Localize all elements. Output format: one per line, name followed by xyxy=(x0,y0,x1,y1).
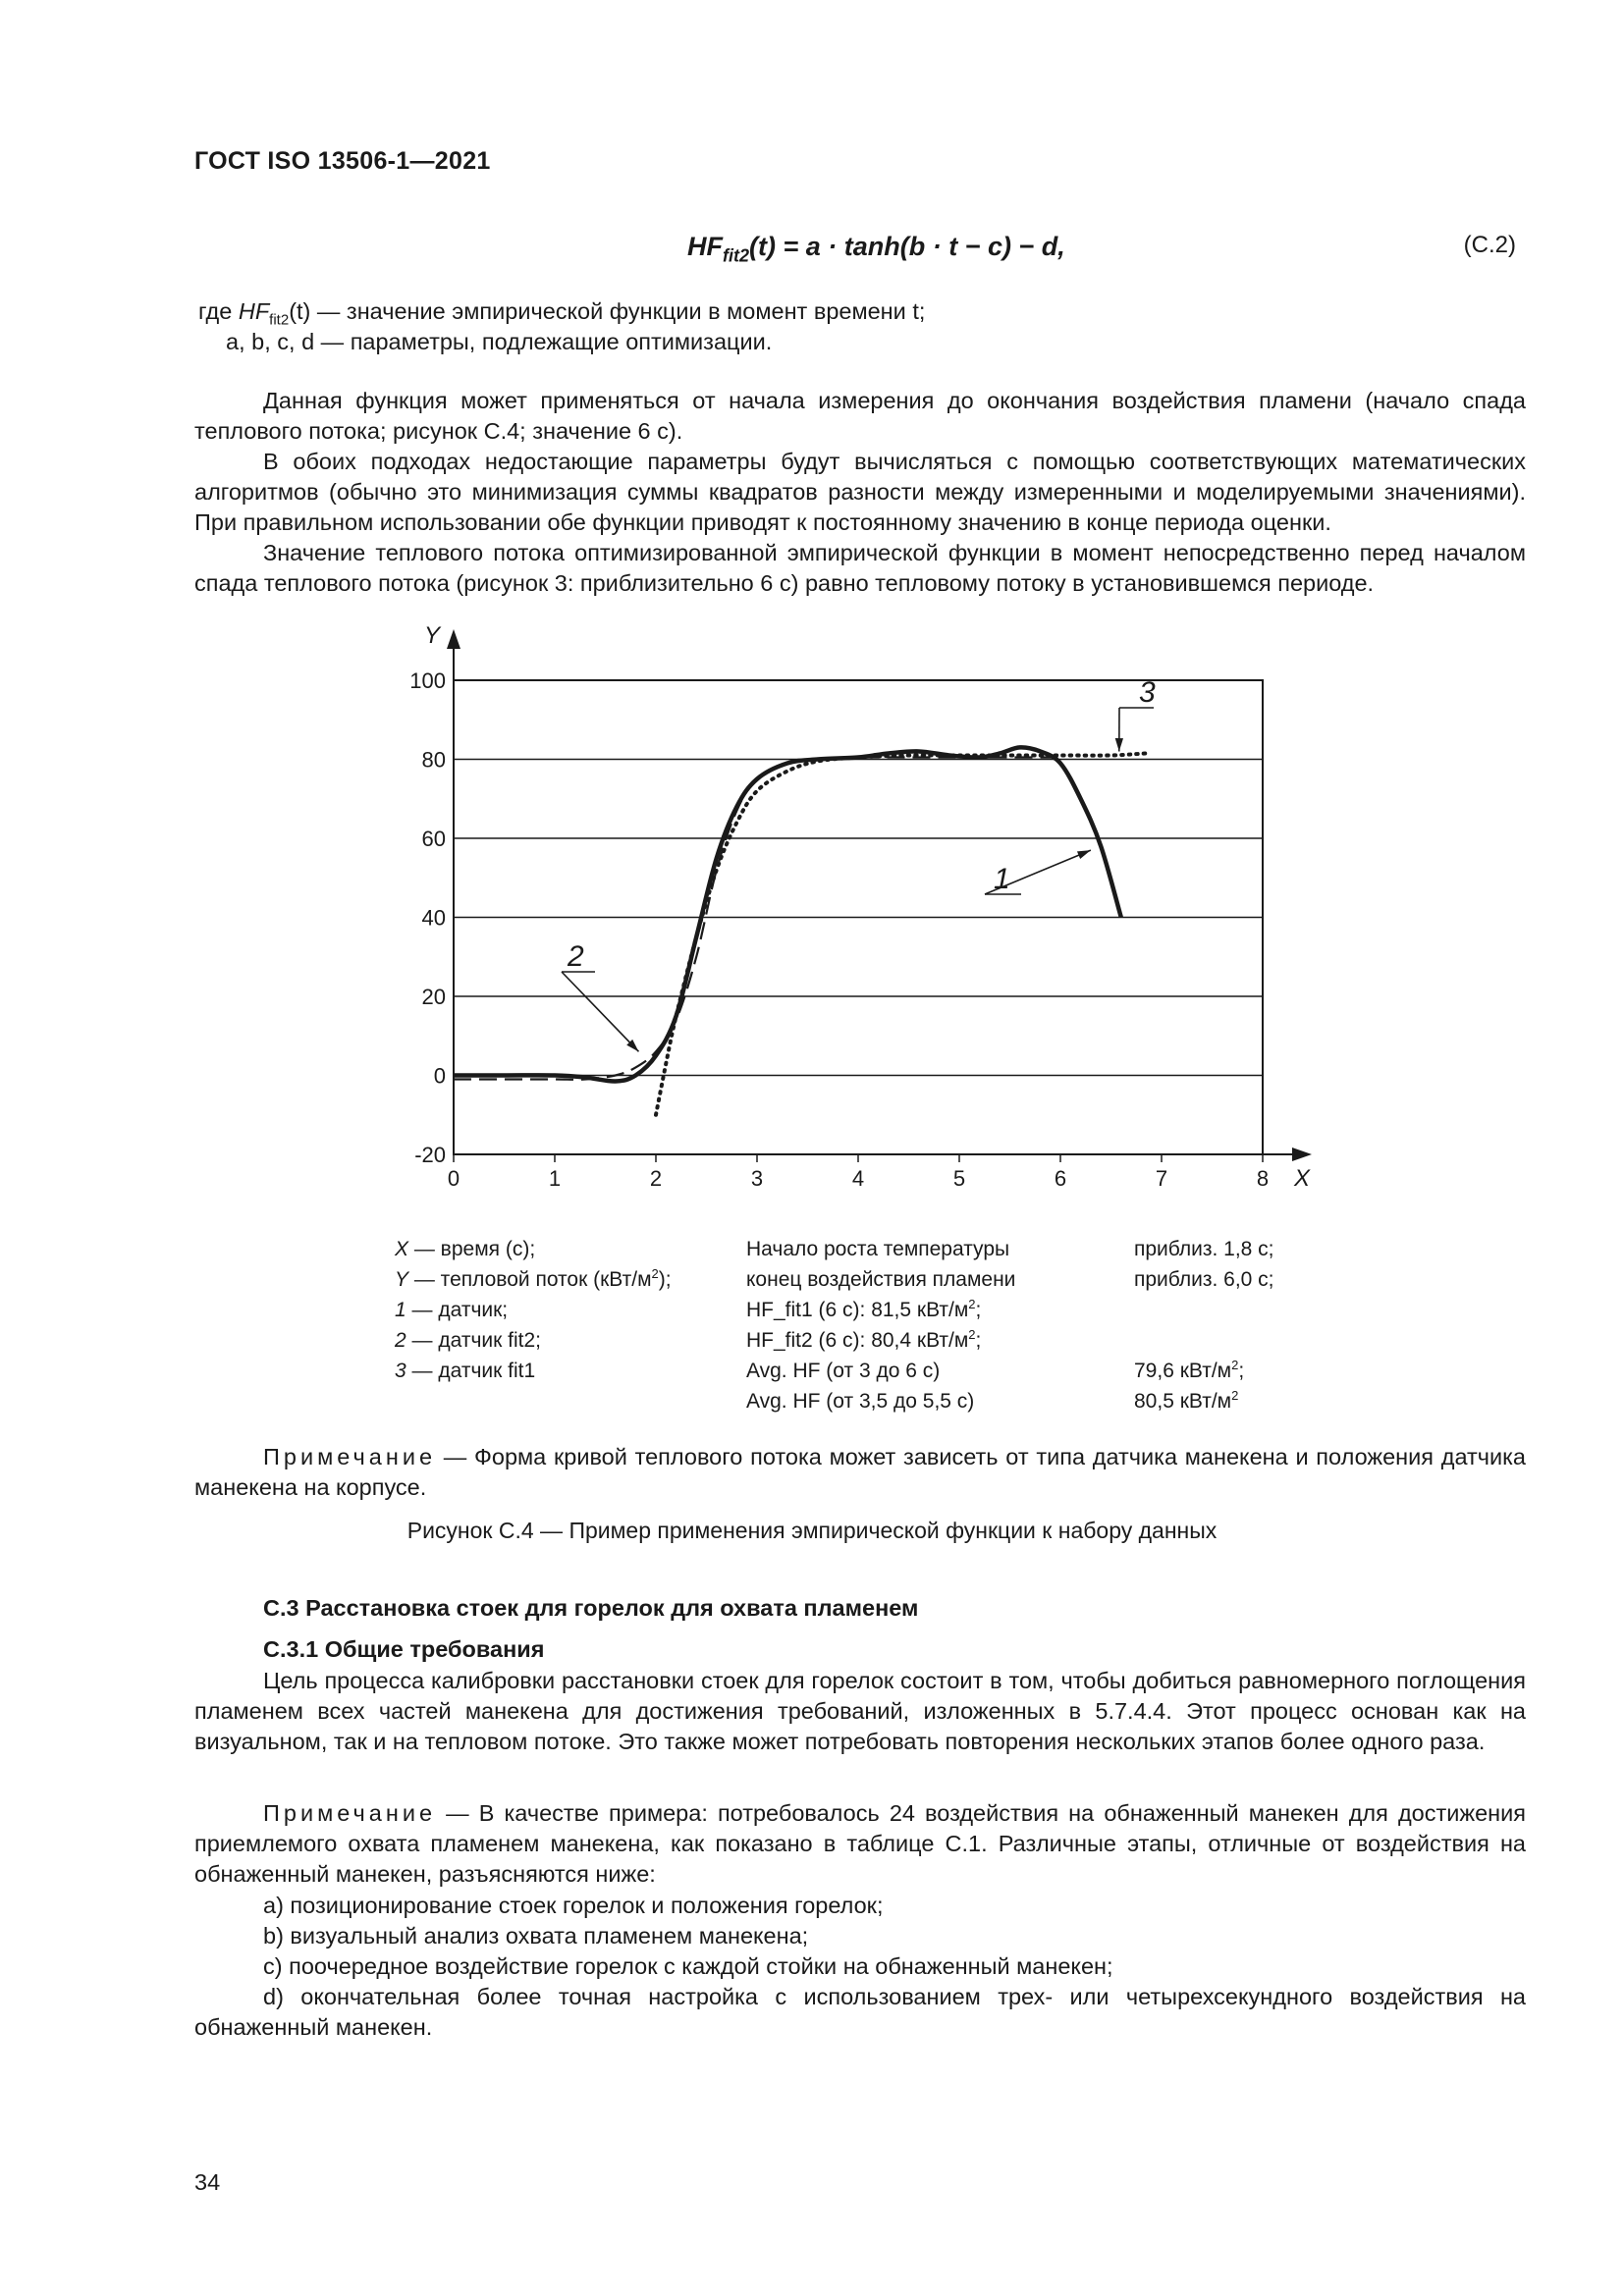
legend-entry: конец воздействия пламени xyxy=(746,1268,1016,1291)
x-axis-arrow-icon xyxy=(1292,1148,1312,1161)
y-tick-label: 40 xyxy=(421,905,446,931)
section-heading-c3: С.3 Расстановка стоек для горелок для охвата пламенем xyxy=(263,1595,919,1621)
x-tick-label: 8 xyxy=(1256,1166,1270,1191)
legend-entry: 80,5 кВт/$м^2$ xyxy=(1134,1388,1239,1413)
legend-key: 3 xyxy=(395,1360,406,1382)
y-tick-label: -20 xyxy=(414,1143,446,1167)
where-line-1: где $HF_{fit2}(t)$ — значение эмпирической функции в момент времени t; xyxy=(198,298,926,329)
x-tick-label: 6 xyxy=(1054,1166,1067,1191)
where-line-2: a, b, c, d — параметры, подлежащие оптимизации. xyxy=(226,329,773,354)
legend-col-1 xyxy=(395,1234,689,1386)
figure-caption: Рисунок С.4 — Пример применения эмпирической функции к набору данных xyxy=(406,1518,1218,1543)
legend-entry: Avg. HF (от 3 до 6 с) xyxy=(746,1360,941,1382)
legend-key: 1 xyxy=(395,1299,406,1321)
section-heading-c31: С.3.1 Общие требования xyxy=(263,1636,545,1662)
note-2-text: — В качестве примера: потребовалось 24 воздействия на обнаженный манекен для достижения приемлемого охвата пламенем манекена, как показано в таблице С.1. Различные этапы, отличные от воздействия на обнаженный манекен, разъясняются ниже: xyxy=(194,1800,1526,1887)
legend-entry: HF_fit2 (6 с): 80,4 кВт/$м^2$; xyxy=(746,1327,982,1352)
note-2 xyxy=(194,1798,1526,1890)
paragraph-2: В обоих подходах недостающие параметры будут вычисляться с помощью соответствующих математических алгоритмов (обычно это минимизация суммы квадратов разности между измеренными и моделируемыми значениями). При правильном использовании обе функции приводят к постоянному значению в конце периода оценки. xyxy=(194,449,1526,535)
formula-lhs-sub: fit2 xyxy=(723,245,749,266)
legend-col-3 xyxy=(1134,1234,1360,1416)
formula-lhs: HF xyxy=(687,232,723,261)
document-header: ГОСТ ISO 13506-1—2021 xyxy=(194,147,491,175)
y-tick-label: 60 xyxy=(421,827,446,851)
paragraph-3: Значение теплового потока оптимизированной эмпирической функции в момент непосредственно перед началом спада теплового потока (рисунок 3: приблизительно 6 с) равно тепловому потоку в установившемся периоде. xyxy=(194,540,1526,596)
list-item: d) окончательная более точная настройка с использованием трех- или четырехсекундного воздействия на обнаженный манекен. xyxy=(194,1984,1526,2040)
y-axis-label: Y xyxy=(424,622,441,649)
page-number: 34 xyxy=(194,2169,221,2195)
x-tick-label: 2 xyxy=(649,1166,663,1191)
formula-rhs: (t) = a · tanh(b · t − c) − d, xyxy=(749,232,1065,261)
legend-entry: Начало роста температуры xyxy=(746,1238,1010,1260)
legend-entry: 2 — датчик fit2; xyxy=(395,1329,541,1352)
x-tick-label: 0 xyxy=(447,1166,460,1191)
callout-leader xyxy=(562,972,638,1051)
callout-arrow-icon xyxy=(1077,850,1091,859)
equation-number: (С.2) xyxy=(1463,232,1516,258)
series-line-1 xyxy=(454,747,1121,1081)
y-axis-arrow-icon xyxy=(447,629,460,649)
x-tick-label: 5 xyxy=(952,1166,966,1191)
y-tick-label: 100 xyxy=(409,668,446,693)
list-item: c) поочередное воздействие горелок с каждой стойки на обнаженный манекен; xyxy=(263,1953,1113,1979)
legend-entry: HF_fit1 (6 с): 81,5 кВт/$м^2$; xyxy=(746,1297,982,1321)
series-line-3 xyxy=(656,753,1147,1114)
legend-entry: Y — тепловой поток $(кВт/м^2)$; xyxy=(395,1266,672,1291)
list-item: b) визуальный анализ охвата пламенем манекена; xyxy=(263,1923,809,1949)
legend-entry: 79,6 кВт/$м^2$; xyxy=(1134,1358,1245,1382)
x-tick-label: 3 xyxy=(750,1166,764,1191)
legend-entry: 3 — датчик fit1 xyxy=(395,1360,536,1382)
y-tick-label: 0 xyxy=(433,1063,446,1089)
note-1-label: Примечание xyxy=(263,1444,437,1469)
x-tick-label: 7 xyxy=(1155,1166,1168,1191)
x-tick-label: 1 xyxy=(548,1166,562,1191)
legend-entry xyxy=(1134,1325,1360,1356)
y-tick-label: 80 xyxy=(421,747,446,773)
callout-label-1: 1 xyxy=(994,863,1010,895)
legend-key: 2 xyxy=(395,1329,406,1352)
legend-entry: Avg. HF (от 3,5 до 5,5 с) xyxy=(746,1390,975,1413)
legend-key: Y xyxy=(395,1268,409,1291)
legend-key: X xyxy=(395,1238,409,1260)
list-item: a) позиционирование стоек горелок и положения горелок; xyxy=(263,1893,884,1918)
legend-entry: приблиз. 6,0 с; xyxy=(1134,1268,1274,1291)
legend-entry: 1 — датчик; xyxy=(395,1299,509,1321)
paragraph-1: Данная функция может применяться от начала измерения до окончания воздействия пламени (начало спада теплового потока; рисунок С.4; значение 6 с). xyxy=(194,388,1526,444)
legend-entry: приблиз. 1,8 с; xyxy=(1134,1238,1274,1260)
legend-entry xyxy=(1134,1295,1360,1325)
series-line-2 xyxy=(454,757,1060,1079)
legend-entry: X — время (с); xyxy=(395,1238,536,1260)
legend-col-2 xyxy=(746,1234,1129,1416)
x-axis-label: X xyxy=(1294,1165,1311,1192)
x-tick-label: 4 xyxy=(851,1166,865,1191)
note-1-text: — Форма кривой теплового потока может зависеть от типа датчика манекена и положения датчика манекена на корпусе. xyxy=(194,1444,1526,1500)
paragraph-c31: Цель процесса калибровки расстановки стоек для горелок состоит в том, чтобы добиться равномерного поглощения пламенем всех частей манекена для достижения требований, изложенных в 5.7.4.4. Этот процесс основан как на визуальном, так и на тепловом потоке. Это также может потребовать повторения нескольких этапов более одного раза. xyxy=(194,1668,1526,1754)
callout-label-2: 2 xyxy=(568,940,584,973)
note-1 xyxy=(194,1442,1526,1503)
steps-list xyxy=(194,1891,1526,2043)
y-tick-label: 20 xyxy=(421,985,446,1009)
callout-arrow-icon xyxy=(1115,738,1123,751)
callout-label-3: 3 xyxy=(1139,676,1156,709)
note-2-label: Примечание xyxy=(263,1800,437,1826)
